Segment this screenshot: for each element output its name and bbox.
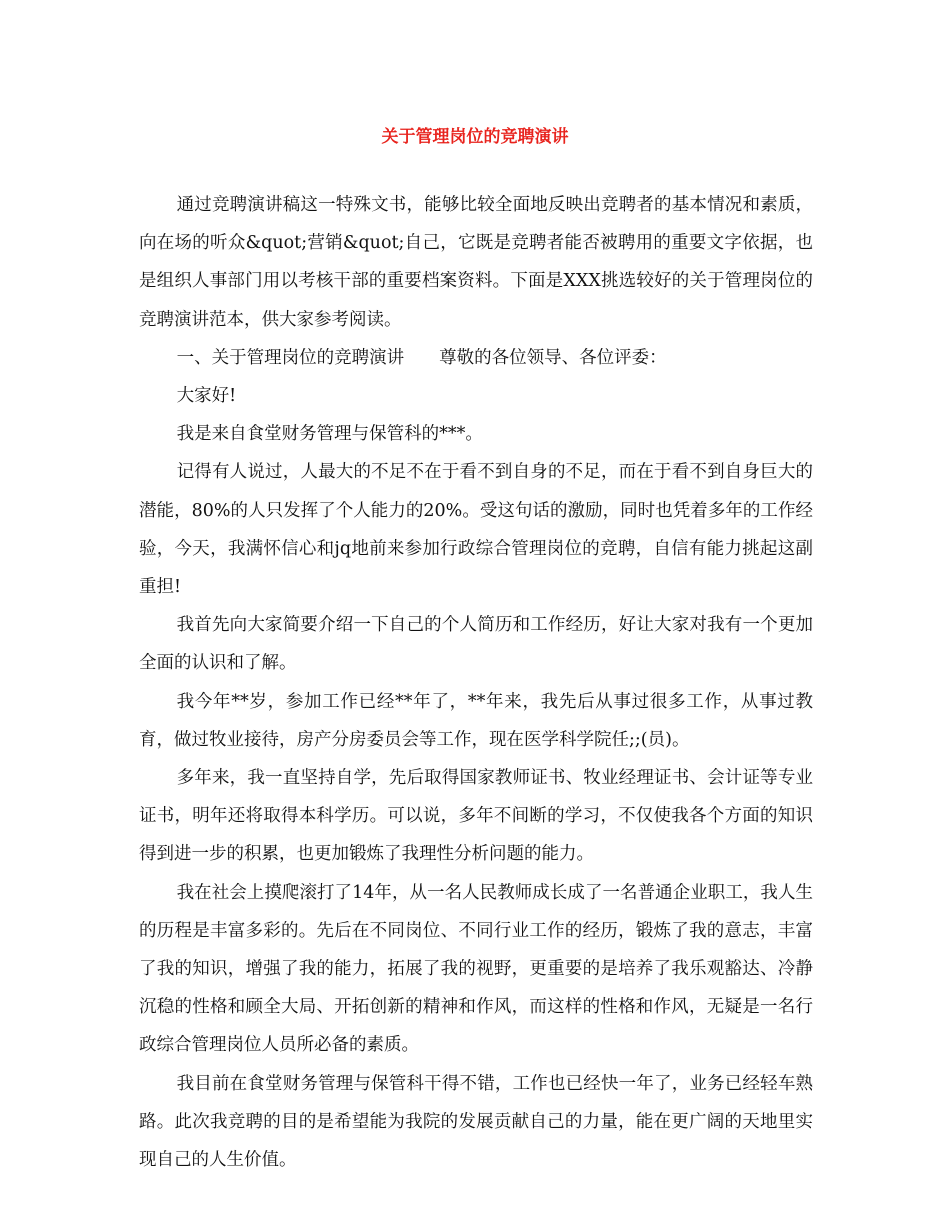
paragraph-section-heading: 一、关于管理岗位的竞聘演讲 尊敬的各位领导、各位评委： <box>176 347 667 368</box>
paragraph-current-job: 我目前在食堂财务管理与保管科干得不错，工作也已经快一年了，业务已经轻车熟路。此次我竞聘的目的是希望能为我院的发展贡献自己的力量，能在更广阔的天地里实现自己的人生价值。 <box>139 1073 813 1171</box>
paragraph-greeting: 大家好! <box>176 386 237 407</box>
document-title: 关于管理岗位的竞聘演讲 <box>381 127 569 147</box>
paragraph-motivation: 记得有人说过，人最大的不足不在于看不到自身的不足，而在于看不到自身巨大的潜能，80%的人只发挥了个人能力的20%。受这句话的激励，同时也凭着多年的工作经验，今天，我满怀信心和jq地前来参加行政综合管理岗位的竞聘，自信有能力挑起这副重担! <box>139 462 813 598</box>
paragraph-intro: 通过竞聘演讲稿这一特殊文书，能够比较全面地反映出竞聘者的基本情况和素质，向在场的听众&quot;营销&quot;自己，它既是竞聘者能否被聘用的重要文字依据，也是组织人事部门用以考核干部的重要档案资料。下面是XXX挑选较好的关于管理岗位的竞聘演讲范本，供大家参考阅读。 <box>139 195 813 330</box>
paragraph-self-study: 多年来，我一直坚持自学，先后取得国家教师证书、牧业经理证书、会计证等专业证书，明年还将取得本科学历。可以说，多年不间断的学习，不仅使我各个方面的知识得到进一步的积累，也更加锻炼了我理性分析问题的能力。 <box>139 768 813 865</box>
paragraph-experience: 我在社会上摸爬滚打了14年，从一名人民教师成长成了一名普通企业职工，我人生的历程是丰富多彩的。先后在不同岗位、不同行业工作的经历，锻炼了我的意志，丰富了我的知识，增强了我的能力，拓展了我的视野，更重要的是培养了我乐观豁达、冷静沉稳的性格和顾全大局、开拓创新的精神和作风，而这样的性格和作风，无疑是一名行政综合管理岗位人员所必备的素质。 <box>139 882 813 1056</box>
paragraph-work-history: 我今年**岁，参加工作已经**年了，**年来，我先后从事过很多工作，从事过教育，做过牧业接待，房产分房委员会等工作，现在医学科学院任;;(员)。 <box>139 691 813 750</box>
paragraph-self-intro: 我是来自食堂财务管理与保管科的***。 <box>176 424 483 445</box>
document-body <box>139 186 813 1179</box>
paragraph-resume-intro: 我首先向大家简要介绍一下自己的个人简历和工作经历，好让大家对我有一个更加全面的认识和了解。 <box>139 615 813 674</box>
